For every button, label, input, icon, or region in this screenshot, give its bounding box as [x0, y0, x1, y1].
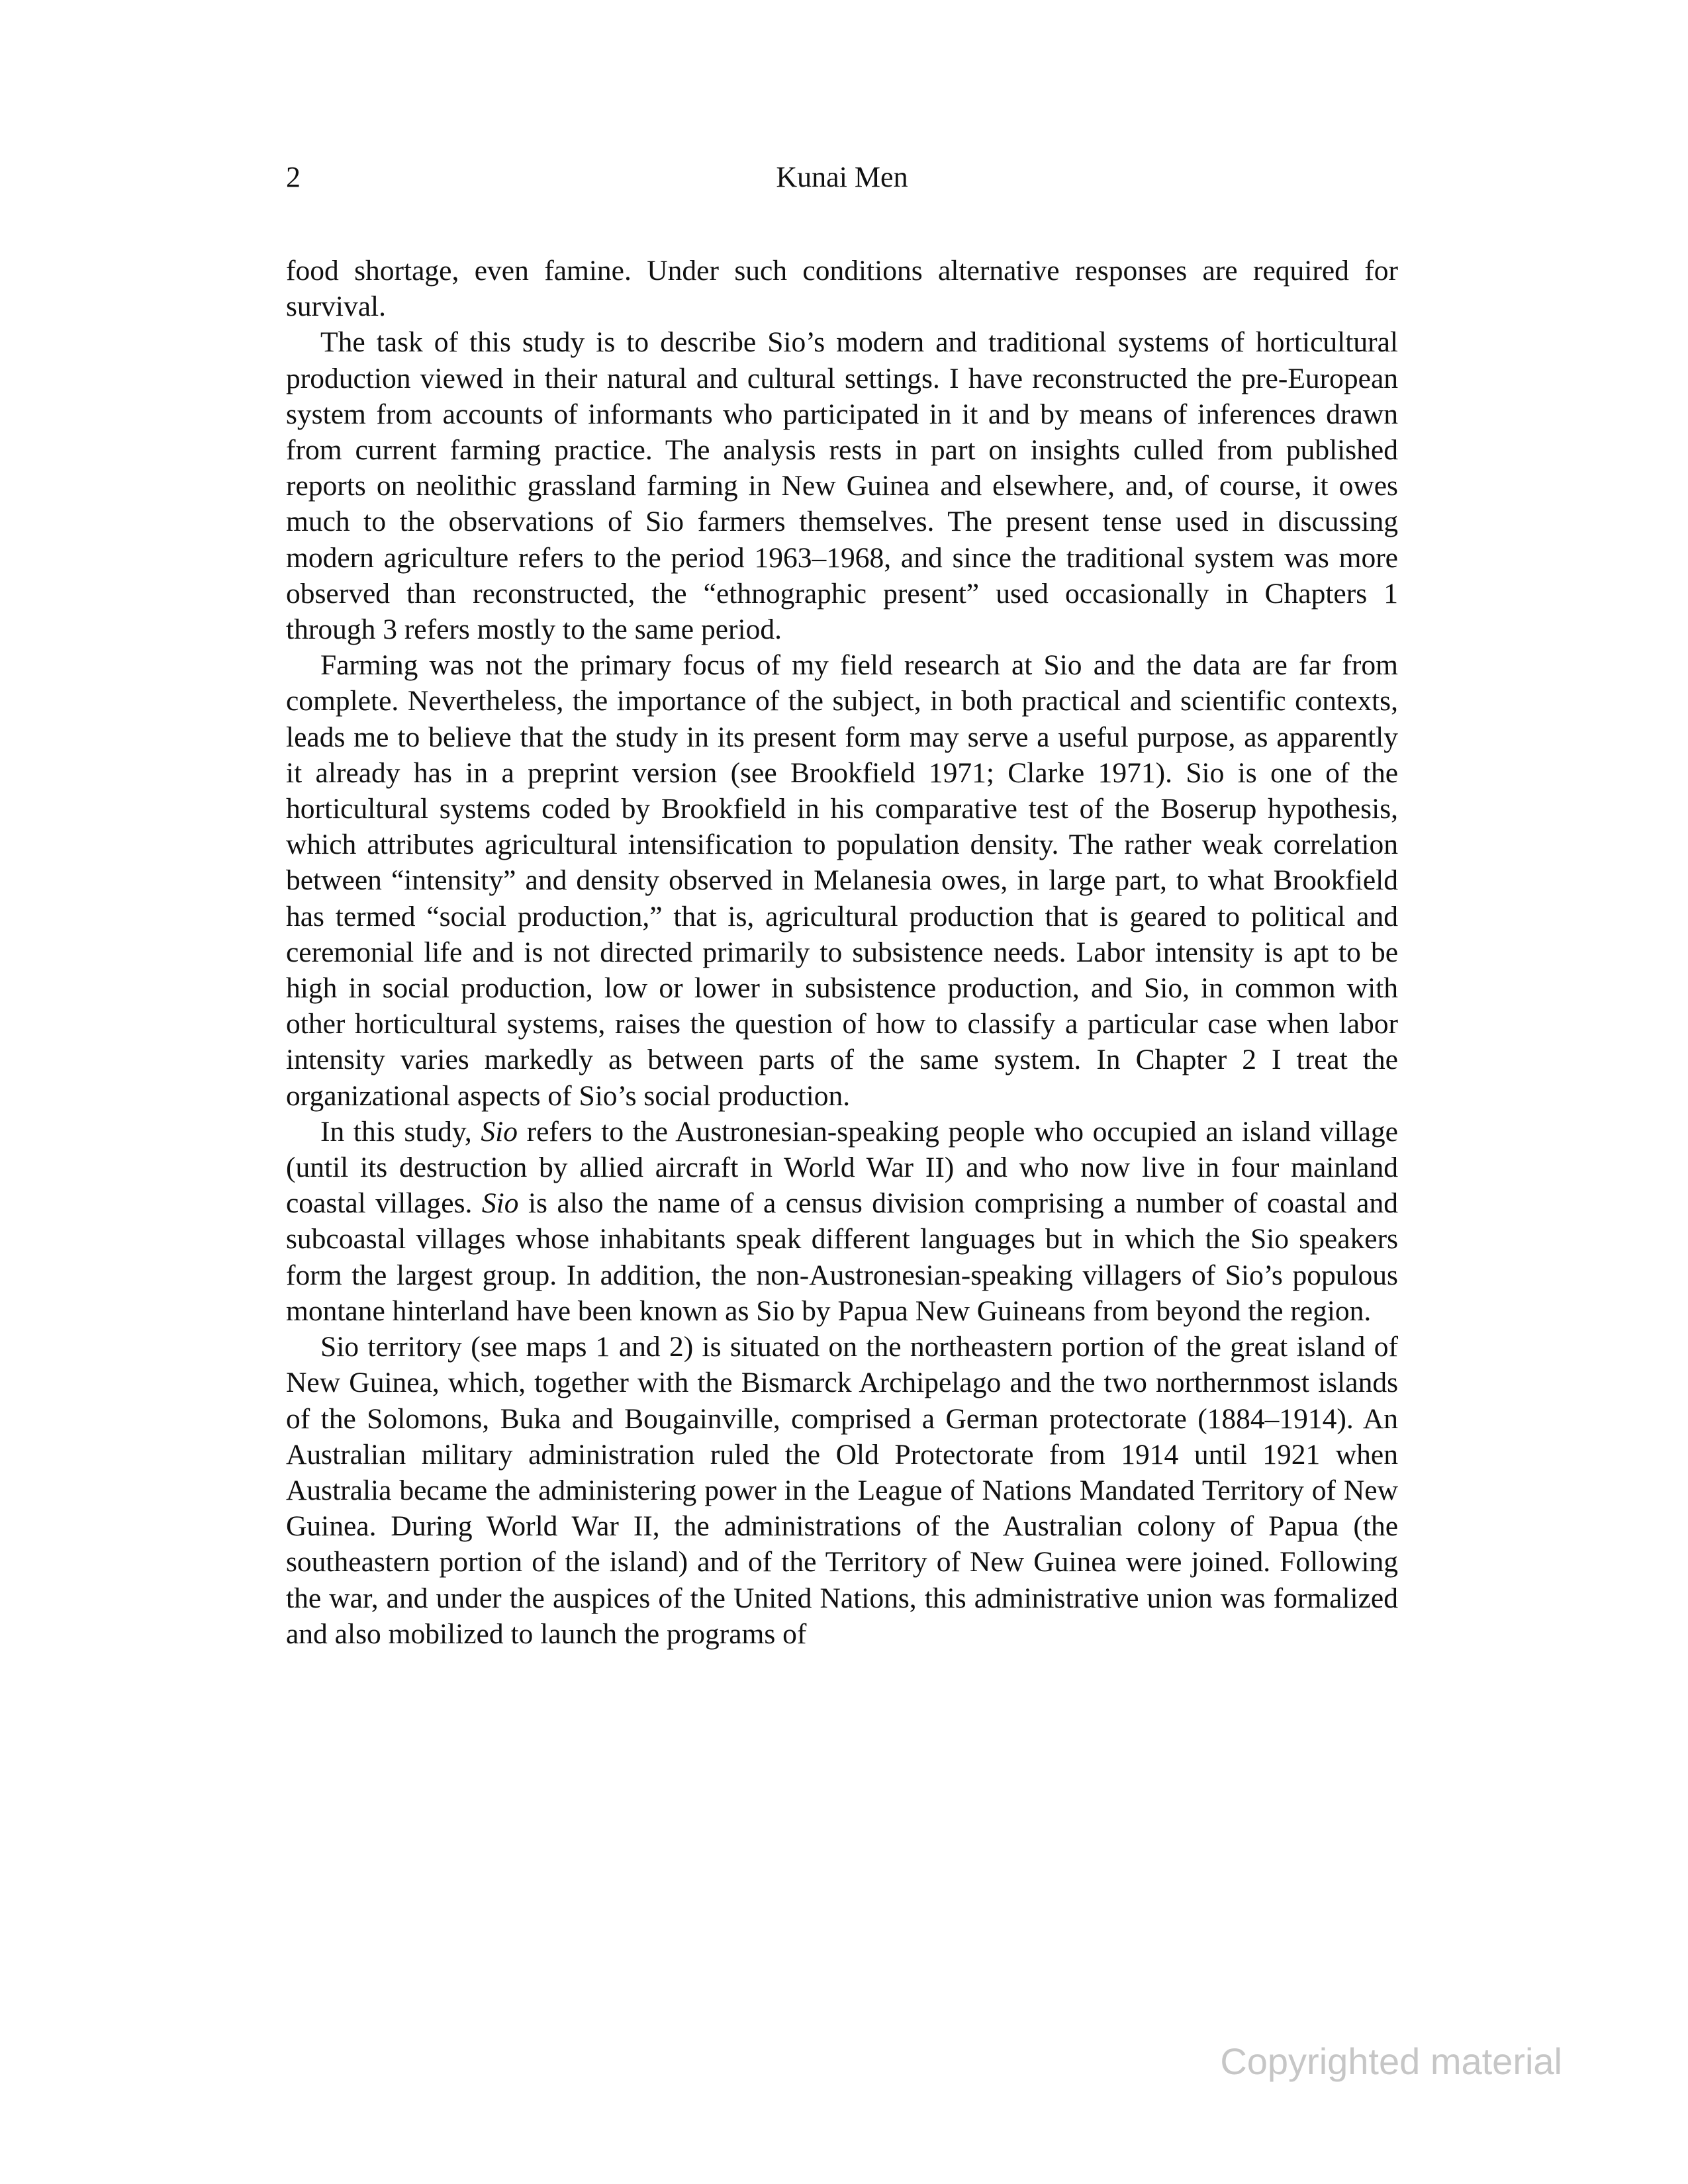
paragraph — [286, 1114, 1398, 1329]
page-number: 2 — [286, 161, 301, 193]
text-run: In this study, — [320, 1115, 481, 1148]
text-run: Farming was not the primary focus of my field research at Sio and the data are far from complete. Nevertheless, the importance of the subject, in both practical and scientific contexts, leads me to believe that the study in its present form may serve a useful purpose, as apparently it already has in a preprint version (see Brookfield 1971; Clarke 1971). Sio is one of the horticultural systems coded by Brookfield in his comparative test of the Boserup hypothesis, which attributes agricultural intensification to population density. The rather weak correlation between “intensity” and density observed in Melanesia owes, in large part, to what Brookfield has termed “social production,” that is, agricultural production that is geared to political and ceremonial life and is not directed primarily to subsistence needs. Labor intensity is apt to be high in social production, low or lower in subsistence production, and Sio, in common with other horticultural systems, raises the question of how to classify a particular case when labor intensity varies markedly as between parts of the same system. In Chapter 2 I treat the organizational aspects of Sio’s social production. — [286, 649, 1398, 1112]
italic-term: Sio — [481, 1115, 518, 1148]
text-run: food shortage, even famine. Under such conditions alternative responses are required for survival. — [286, 255, 1398, 323]
italic-term: Sio — [481, 1187, 519, 1220]
copyright-watermark: Copyrighted material — [1220, 2040, 1562, 2082]
paragraph — [286, 1329, 1398, 1652]
text-run: refers to the Austronesian-speaking people who occupied an island village (until its destruction by allied aircraft in World War II) and who now live in four mainland coastal villages. — [286, 1115, 1398, 1220]
paragraph — [286, 253, 1398, 324]
paragraph — [286, 324, 1398, 647]
text-run: The task of this study is to describe Sio’s modern and traditional systems of horticultural production viewed in their natural and cultural settings. I have reconstructed the pre-European system from accounts of informants who participated in it and by means of inferences drawn from current farming practice. The analysis rests in part on insights culled from published reports on neolithic grassland farming in New Guinea and elsewhere, and, of course, it owes much to the observations of Sio farmers themselves. The present tense used in discussing modern agriculture refers to the period 1963–1968, and since the traditional system was more observed than reconstructed, the “ethnographic present” used occasionally in Chapters 1 through 3 refers mostly to the same period. — [286, 326, 1398, 646]
running-title: Kunai Men — [776, 161, 908, 193]
text-run: is also the name of a census division comprising a number of coastal and subcoastal villages whose inhabitants speak different languages but in which the Sio speakers form the largest group. In addition, the non-Austronesian-speaking villagers of Sio’s populous montane hinterland have been known as Sio by Papua New Guineans from beyond the region. — [286, 1187, 1398, 1327]
body-text — [286, 253, 1398, 1652]
page-header — [286, 158, 1398, 197]
text-run: Sio territory (see maps 1 and 2) is situated on the northeastern portion of the great island of New Guinea, which, together with the Bismarck Archipelago and the two northernmost islands of the Solomons, Buka and Bougainville, comprised a German protectorate (1884–1914). An Australian military administration ruled the Old Protectorate from 1914 until 1921 when Australia became the administering power in the League of Nations Mandated Territory of New Guinea. During World War II, the administrations of the Australian colony of Papua (the southeastern portion of the island) and of the Territory of New Guinea were joined. Following the war, and under the auspices of the United Nations, this administrative union was formalized and also mobilized to launch the programs of — [286, 1331, 1398, 1650]
paragraph — [286, 647, 1398, 1114]
